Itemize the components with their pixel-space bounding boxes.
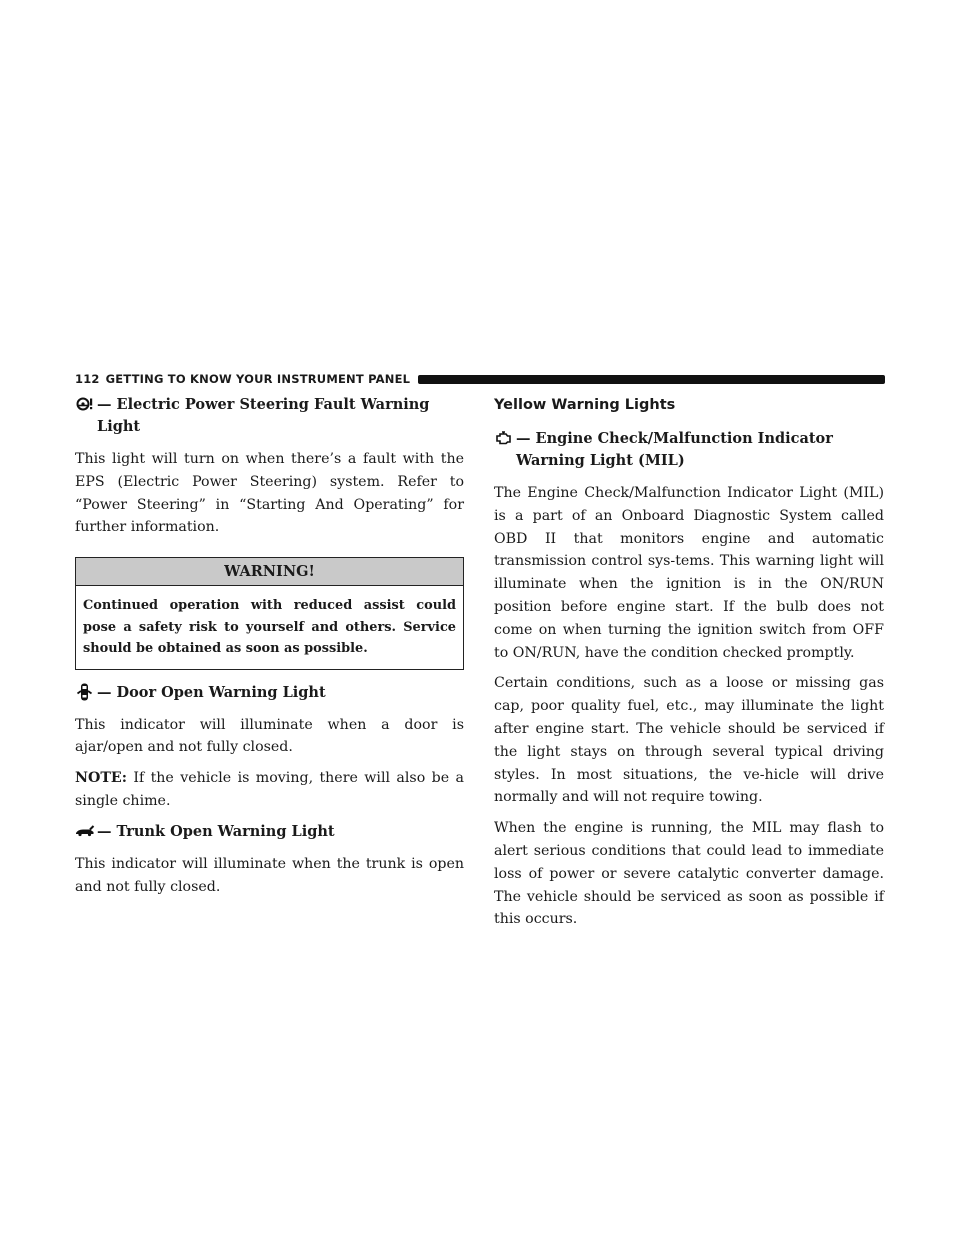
page-header	[75, 372, 885, 386]
door-body: This indicator will illuminate when a door is ajar/open and not fully closed.	[75, 716, 464, 756]
eps-heading	[75, 394, 464, 438]
section-heading: Yellow Warning Lights	[494, 397, 676, 413]
right-column	[494, 394, 884, 939]
engine-check-icon	[494, 428, 514, 448]
note-label: NOTE:	[75, 770, 127, 787]
note-text: If the vehicle is moving, there will also be a single chime.	[75, 770, 464, 810]
engine-paragraph-2: Certain conditions, such as a loose or missing gas cap, poor quality fuel, etc., may illuminate the light after engine start. The vehicle should be serviced if the light stays on through several typical driving styles. In most situations, the ve-hicle will drive normally and will not require towing.	[494, 675, 884, 806]
eps-heading-text: — Electric Power Steering Fault Warning Light	[97, 396, 430, 435]
page-number: 112	[75, 372, 100, 386]
engine-heading-text: — Engine Check/Malfunction Indicator Warning Light (MIL)	[516, 430, 833, 469]
warning-box	[75, 557, 464, 670]
door-note	[75, 767, 464, 813]
door-heading-text: — Door Open Warning Light	[97, 683, 326, 701]
trunk-open-car-icon	[75, 821, 95, 841]
door-open-car-icon	[75, 682, 95, 702]
engine-heading	[494, 428, 884, 472]
engine-paragraph-3: When the engine is running, the MIL may flash to alert serious conditions that could lead to immediate loss of power or severe catalytic converter damage. The vehicle should be serviced as soon as possible if this occurs.	[494, 820, 884, 928]
trunk-heading	[75, 821, 464, 843]
engine-paragraph-1: The Engine Check/Malfunction Indicator Light (MIL) is a part of an Onboard Diagnostic System called OBD II that monitors engine and automatic transmission control sys-tems. This warning light will illuminate when the ignition is in the ON/RUN position before engine start. If the bulb does not come on when turning the ignition switch from OFF to ON/RUN, have the condition checked promptly.	[494, 485, 884, 661]
door-heading	[75, 682, 464, 704]
header-rule	[418, 375, 885, 384]
trunk-body: This indicator will illuminate when the trunk is open and not fully closed.	[75, 855, 464, 895]
eps-body: This light will turn on when there’s a fault with the EPS (Electric Power Steering) system. Refer to “Power Steering” in “Starting And Operating” for further information.	[75, 451, 464, 536]
warning-text: Continued operation with reduced assist could pose a safety risk to yourself and others. Service should be obtained as soon as possible.	[83, 598, 456, 657]
steering-wheel-exclamation-icon	[75, 394, 95, 414]
chapter-title: GETTING TO KNOW YOUR INSTRUMENT PANEL	[105, 372, 411, 386]
trunk-heading-text: — Trunk Open Warning Light	[97, 822, 335, 840]
warning-title: WARNING!	[76, 558, 463, 586]
left-column	[75, 394, 464, 906]
